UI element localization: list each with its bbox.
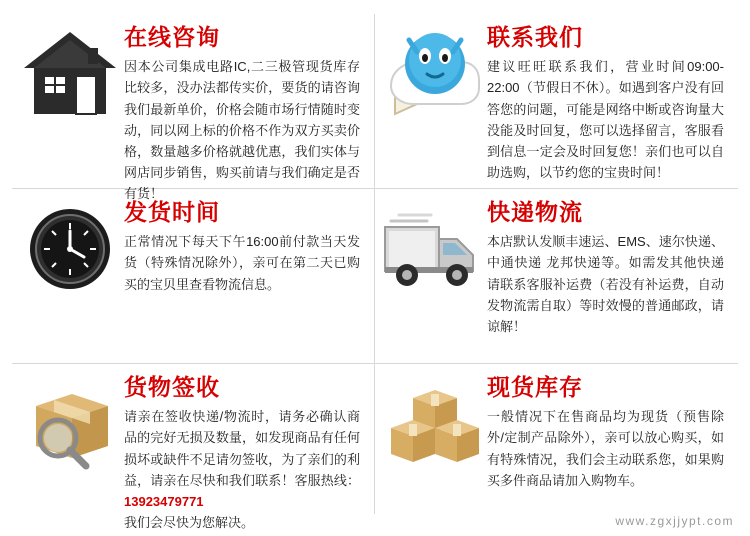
section-goods-signature — [12, 364, 375, 530]
section-online-consult — [12, 14, 375, 201]
section-text-block — [122, 195, 360, 295]
section-body: 建议旺旺联系我们，营业时间09:00-22:00（节假日不休）。如遇到客户没有回答您的问题，可能是网络中断或咨询量大没能及时回复，您可以选择留言，客服看到信息一定会及时回复您！亲们也可以自助选购，以节约您的宝贵时间！ — [487, 59, 724, 180]
section-body: 正常情况下每天下午16:00前付款当天发货（特殊情况除外），亲可在第二天已购买的宝贝里查看物流信息。 — [124, 234, 360, 292]
section-body: 因本公司集成电路IC,二三极管现货库存比较多，没办法都传实价，要货的请咨询我们最新单价，价格会随市场行情随时变动，同以网上标的价格不作为双方买卖价格，数量越多价格就越优惠，我们实体与网店同步销售，购买前请与我们确定是否有货！ — [124, 59, 360, 201]
house-icon — [18, 20, 122, 130]
clock-icon — [18, 195, 122, 305]
section-title: 发货时间 — [124, 199, 220, 225]
section-text-block — [485, 195, 724, 337]
section-title: 现货库存 — [487, 374, 583, 400]
section-title: 快递物流 — [487, 199, 583, 225]
section-text-block — [122, 370, 360, 533]
site-watermark: www.zgxjjypt.com — [615, 514, 734, 528]
truck-icon — [381, 195, 485, 305]
section-text-block — [485, 20, 724, 183]
section-stock-inventory — [375, 364, 738, 514]
section-title: 在线咨询 — [124, 24, 220, 50]
section-title: 联系我们 — [487, 24, 583, 50]
section-body: 一般情况下在售商品均为现货（预售除外/定制产品除外），亲可以放心购买，如有特殊情况，我们会主动联系您，如果购买多件商品请加入购物车。 — [487, 409, 724, 488]
section-shipping-time — [12, 189, 375, 364]
qq-chat-icon — [381, 20, 485, 130]
section-text-block — [122, 20, 360, 204]
section-express-logistics — [375, 189, 738, 364]
package-magnifier-icon — [18, 370, 122, 480]
section-title: 货物签收 — [124, 374, 220, 400]
customer-hotline: 13923479771 — [124, 493, 204, 509]
section-body-extra: 我们会尽快为您解决。 — [124, 514, 255, 530]
section-text-block — [485, 370, 724, 491]
section-contact-us — [375, 14, 738, 189]
section-body: 请亲在签收快递/物流时，请务必确认商品的完好无损及数量，如发现商品有任何损坏或缺件不足请勿签收，为了亲们的利益，请亲在尽快和我们联系！客服热线：13923479771 — [124, 409, 360, 509]
boxes-icon — [381, 370, 485, 480]
section-body: 本店默认发顺丰速运、EMS、速尔快递、中通快递 龙邦快递等。如需发其他快递请联系客服补运费（若没有补运费，自动发物流需自取）等时效慢的普通邮政，请谅解！ — [487, 234, 724, 334]
